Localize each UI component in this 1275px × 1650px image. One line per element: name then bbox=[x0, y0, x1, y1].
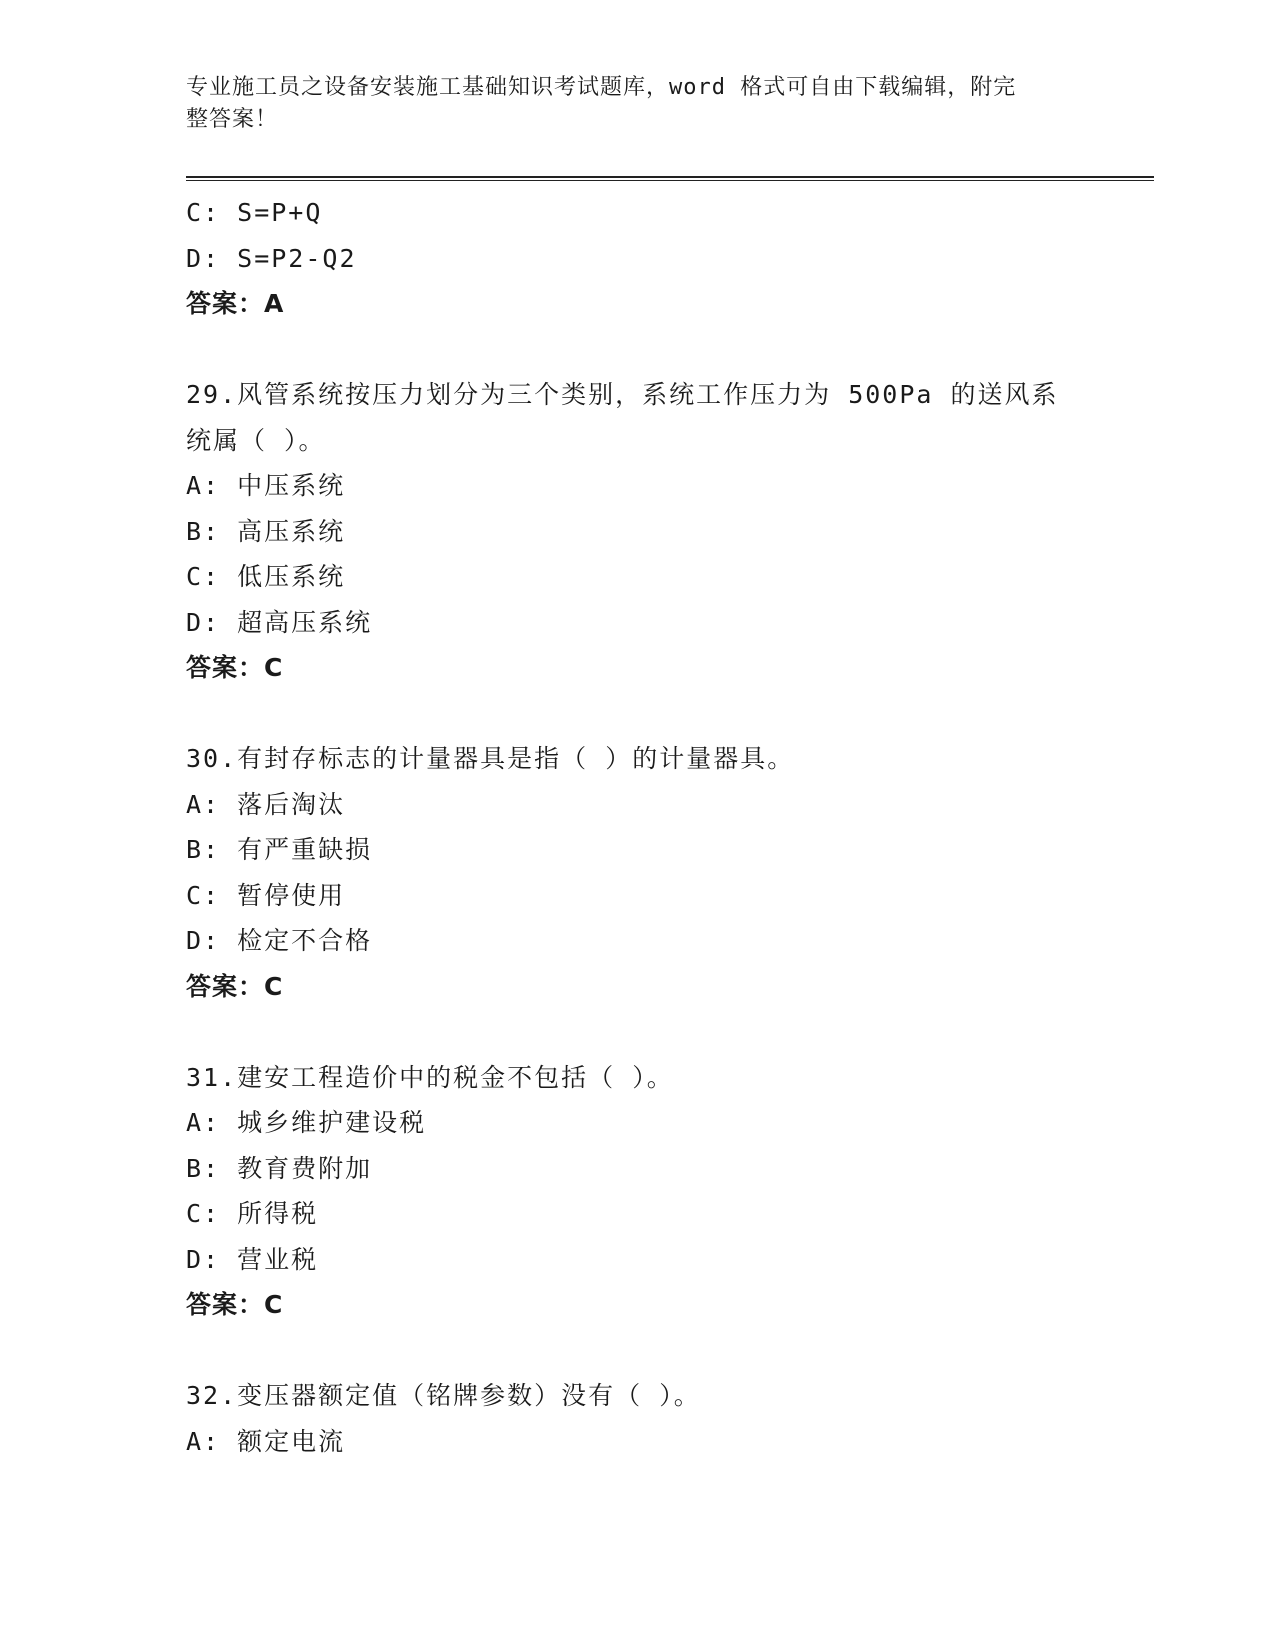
option-a: A: 落后淘汰 bbox=[186, 789, 346, 819]
answer-label: 答案：C bbox=[186, 971, 284, 1001]
question-29 bbox=[186, 372, 1154, 691]
answer-label: 答案：A bbox=[186, 289, 285, 318]
question-stem: 31.建安工程造价中的税金不包括（ ）。 bbox=[186, 1062, 674, 1092]
question-31 bbox=[186, 1055, 1154, 1328]
question-stem-continued: 统属（ ）。 bbox=[186, 425, 326, 455]
spacer bbox=[186, 691, 1154, 737]
question-stem: 30.有封存标志的计量器具是指（ ）的计量器具。 bbox=[186, 744, 795, 773]
option-d: D: 检定不合格 bbox=[186, 926, 373, 955]
option-b: B: 有严重缺损 bbox=[186, 835, 373, 864]
question-list bbox=[186, 190, 1154, 1464]
question-28-tail bbox=[186, 190, 1154, 327]
option-d: D: 营业税 bbox=[186, 1244, 319, 1274]
document-header bbox=[186, 72, 1066, 136]
spacer bbox=[186, 1009, 1154, 1055]
question-32 bbox=[186, 1373, 1154, 1464]
option-c: C: 暂停使用 bbox=[186, 880, 346, 910]
option-b: B: 高压系统 bbox=[186, 516, 346, 546]
question-stem: 32.变压器额定值（铭牌参数）没有（ ）。 bbox=[186, 1381, 701, 1410]
header-divider bbox=[186, 176, 1154, 181]
option-c: C: 所得税 bbox=[186, 1199, 319, 1228]
answer-label: 答案：C bbox=[186, 1290, 284, 1319]
spacer bbox=[186, 1328, 1154, 1374]
option-c: C: S=P+Q bbox=[186, 198, 323, 227]
option-d: D: S=P2-Q2 bbox=[186, 243, 357, 273]
question-stem: 29.风管系统按压力划分为三个类别，系统工作压力为 500Pa 的送风系 bbox=[186, 380, 1059, 409]
spacer bbox=[186, 327, 1154, 373]
question-30 bbox=[186, 736, 1154, 1009]
option-a: A: 城乡维护建设税 bbox=[186, 1108, 427, 1137]
option-b: B: 教育费附加 bbox=[186, 1153, 373, 1183]
answer-label: 答案：C bbox=[186, 653, 284, 682]
header-line-2: 整答案！ bbox=[186, 107, 279, 132]
option-d: D: 超高压系统 bbox=[186, 607, 373, 637]
option-a: A: 中压系统 bbox=[186, 471, 346, 500]
header-line-1: 专业施工员之设备安装施工基础知识考试题库，word 格式可自由下载编辑，附完 bbox=[186, 75, 1017, 100]
option-c: C: 低压系统 bbox=[186, 562, 346, 591]
option-a: A: 额定电流 bbox=[186, 1426, 346, 1456]
